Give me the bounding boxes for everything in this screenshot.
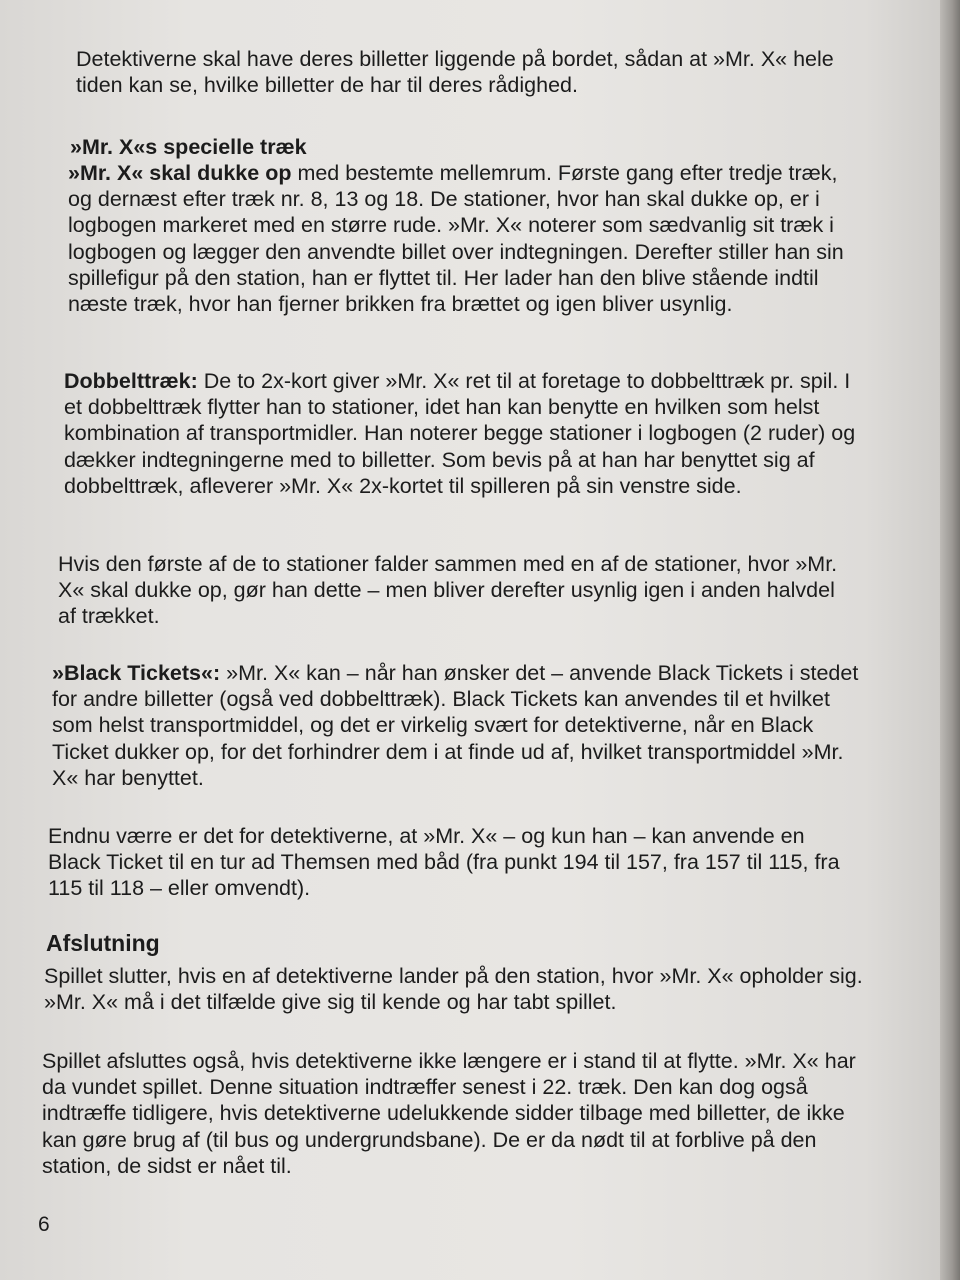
double-move-lead: Dobbelttræk:	[64, 369, 198, 393]
page-edge	[940, 0, 960, 1280]
black-tickets-paragraph	[52, 660, 862, 791]
double-move-paragraph	[64, 368, 859, 499]
thames-paragraph: Endnu værre er det for detektiverne, at »Mr. X« – og kun han – kan anvende en Black Ticket til en tur ad Themsen med båd (fra punkt 194 til 157, fra 157 til 115, fra 115 til 118 – eller omvendt).	[48, 824, 840, 901]
special-moves-lead: »Mr. X« skal dukke op	[68, 161, 292, 185]
section-heading-ending: Afslutning	[46, 930, 160, 956]
special-moves-paragraph	[68, 160, 858, 317]
special-moves-text: med bestemte mellemrum. Første gang efter tredje træk, og dernæst efter træk nr. 8, 13 og 18. De stationer, hvor han skal dukke op, er i logbogen markeret med en større rude. »Mr. X« noterer som sædvanlig sit træk i logbogen og lægger den anvendte billet over indtegningen. Derefter stiller han sin spillefigur på den station, han er flyttet til. Her lader han den blive stående indtil næste træk, hvor han fjerner brikken fra brættet og igen bliver usynlig.	[68, 161, 844, 317]
page-number: 6	[38, 1213, 50, 1236]
black-tickets-text: »Mr. X« kan – når han ønsker det – anvende Black Tickets i stedet for andre billetter (også ved dobbelttræk). Black Tickets kan anvendes til et hvilket som helst transportmiddel, og det er virkelig svært for detektiverne, når en Black Ticket dukker op, for det forhindrer dem i at finde ud af, hvilket transportmiddel »Mr. X« har benyttet.	[52, 661, 859, 790]
first-station-paragraph: Hvis den første af de to stationer falder sammen med en af de stationer, hvor »Mr. X« skal dukke op, gør han dette – men bliver derefter usynlig igen i anden halvdel af trækket.	[58, 552, 838, 629]
section-heading-special-moves: »Mr. X«s specielle træk	[70, 135, 307, 159]
ending-paragraph-1: Spillet slutter, hvis en af detektiverne lander på den station, hvor »Mr. X« opholder sig. »Mr. X« må i det tilfælde give sig til kende og har tabt spillet.	[44, 964, 863, 1015]
intro-paragraph: Detektiverne skal have deres billetter liggende på bordet, sådan at »Mr. X« hele tiden kan se, hvilke billetter de har til deres rådighed.	[76, 47, 834, 98]
black-tickets-lead: »Black Tickets«:	[52, 661, 221, 685]
double-move-text: De to 2x-kort giver »Mr. X« ret til at foretage to dobbelttræk pr. spil. I et dobbelttræk flytter han to stationer, idet han kan benytte en hvilken som helst kombination af transportmidler. Han noterer begge stationer i logbogen (2 ruder) og dækker indtegningerne med to billetter. Som bevis på at han har benyttet sig af dobbelttræk, afleverer »Mr. X« 2x-kortet til spilleren på sin venstre side.	[64, 369, 856, 498]
ending-paragraph-2: Spillet afsluttes også, hvis detektiverne ikke længere er i stand til at flytte. »Mr. X« har da vundet spillet. Denne situation indtræffer senest i 22. træk. Den kan dog også indtræffe tidligere, hvis detektiverne udelukkende sidder tilbage med billetter, de ikke kan gøre brug af (til bus og undergrundsbane). De er da nødt til at forblive på den station, de sidst er nået til.	[42, 1049, 856, 1178]
